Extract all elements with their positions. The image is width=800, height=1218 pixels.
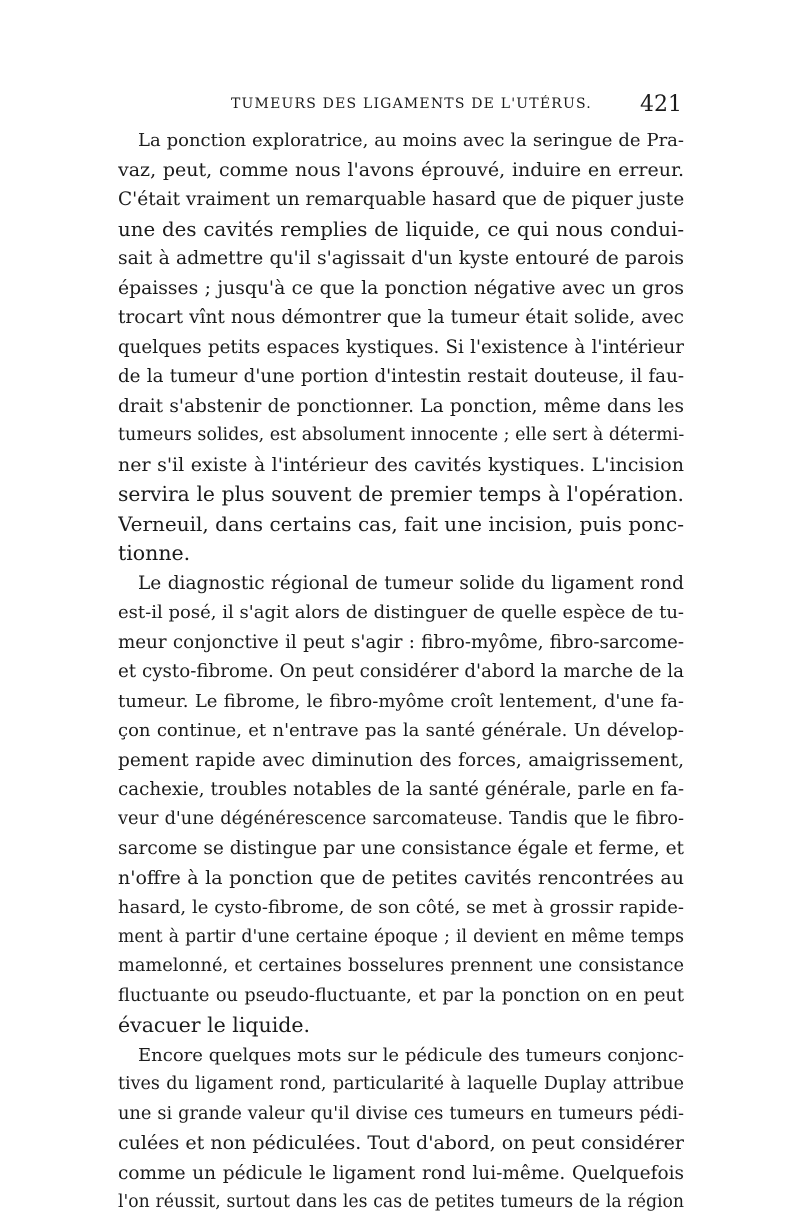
text-line: évacuer le liquide.: [118, 1013, 311, 1037]
text-line: C'était vraiment un remarquable hasard que de piquer juste: [118, 189, 684, 210]
text-line: tumeur. Le fibrome, le fibro-myôme croît lentement, d'une fa-: [118, 690, 684, 712]
text-line: culées et non pédiculées. Tout d'abord, on peut considérer: [118, 1132, 684, 1154]
text-line: quelques petits espaces kystiques. Si l'existence à l'intérieur: [118, 336, 684, 358]
text-line: tumeurs solides, est absolument innocente ; elle sert à détermi-: [118, 425, 684, 445]
text-line: cachexie, troubles notables de la santé générale, parle en fa-: [118, 779, 684, 800]
text-line: Le diagnostic régional de tumeur solide du ligament rond: [138, 572, 684, 594]
text-line: ner s'il existe à l'intérieur des cavités kystiques. L'incision: [118, 453, 684, 476]
text-line: mamelonné, et certaines bosselures prennent une consistance: [118, 956, 684, 976]
text-line: La ponction exploratrice, au moins avec la seringue de Pra-: [138, 130, 684, 151]
text-line: hasard, le cysto-fibrome, de son côté, se met à grossir rapide-: [118, 897, 684, 918]
text-line: veur d'une dégénérescence sarcomateuse. Tandis que le fibro-: [118, 808, 684, 829]
text-line: çon continue, et n'entrave pas la santé générale. Un dévelop-: [118, 720, 684, 741]
paragraph: [118, 126, 684, 569]
text-line: servira le plus souvent de premier temps à l'opération.: [118, 482, 684, 506]
text-line: Verneuil, dans certains cas, fait une incision, puis ponc-: [118, 511, 684, 536]
paragraph: [118, 1041, 684, 1218]
text-line: pement rapide avec diminution des forces, amaigrissement,: [118, 749, 684, 771]
paragraph: [118, 569, 684, 1041]
text-line: épaisses ; jusqu'à ce que la ponction négative avec un gros: [118, 277, 684, 299]
text-line: tives du ligament rond, particularité à laquelle Duplay attribue: [118, 1074, 684, 1094]
text-line: une des cavités remplies de liquide, ce qui nous condui-: [118, 217, 684, 241]
body-text: [118, 126, 684, 1218]
text-line: de la tumeur d'une portion d'intestin restait douteuse, il fau-: [118, 366, 684, 387]
page-number: 421: [640, 92, 682, 117]
text-line: une si grande valeur qu'il divise ces tumeurs en tumeurs pédi-: [118, 1103, 684, 1124]
text-line: fluctuante ou pseudo-fluctuante, et par la ponction on en peut: [118, 985, 684, 1006]
text-line: ment à partir d'une certaine époque ; il devient en même temps: [118, 926, 684, 947]
text-line: vaz, peut, comme nous l'avons éprouvé, induire en erreur.: [118, 158, 684, 181]
text-line: trocart vînt nous démontrer que la tumeur était solide, avec: [118, 307, 684, 328]
text-line: l'on réussit, surtout dans les cas de petites tumeurs de la région: [118, 1192, 684, 1212]
text-line: n'offre à la ponction que de petites cavités rencontrées au: [118, 866, 684, 889]
text-line: est-il posé, il s'agit alors de distinguer de quelle espèce de tu-: [118, 602, 684, 623]
text-line: et cysto-fibrome. On peut considérer d'abord la marche de la: [118, 661, 684, 682]
running-head: [118, 92, 684, 118]
running-title: TUMEURS DES LIGAMENTS DE L'UTÉRUS.: [231, 96, 592, 112]
text-line: sait à admettre qu'il s'agissait d'un kyste entouré de parois: [118, 248, 684, 269]
text-line: sarcome se distingue par une consistance égale et ferme, et: [118, 838, 684, 859]
text-line: tionne.: [118, 541, 191, 565]
text-line: meur conjonctive il peut s'agir : fibro-myôme, fibro-sarcome-: [118, 631, 684, 653]
text-line: comme un pédicule le ligament rond lui-même. Quelquefois: [118, 1162, 684, 1184]
text-line: drait s'abstenir de ponctionner. La ponction, même dans les: [118, 395, 684, 417]
text-line: Encore quelques mots sur le pédicule des tumeurs conjonc-: [138, 1044, 684, 1066]
